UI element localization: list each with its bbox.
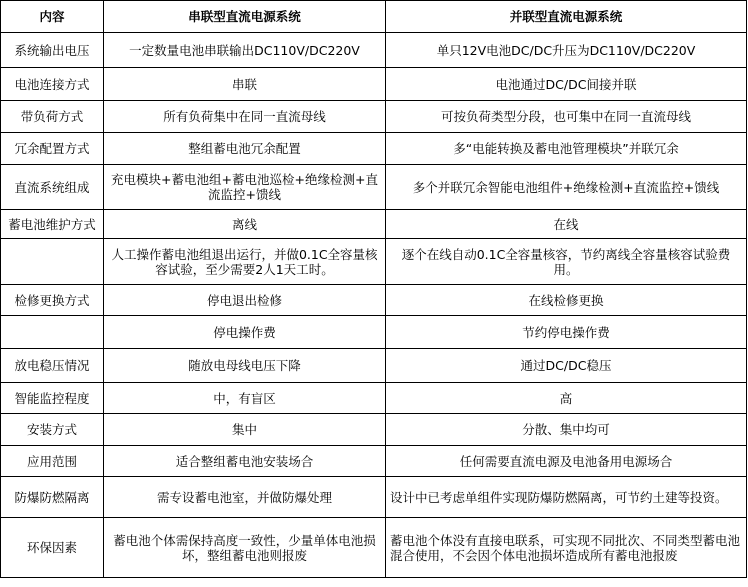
table-row xyxy=(1,210,747,239)
table-row xyxy=(1,446,747,477)
row-label: 带负荷方式 xyxy=(1,101,104,133)
table-row xyxy=(1,33,747,68)
table-row xyxy=(1,68,747,101)
parallel-cell: 任何需要直流电源及电池备用电源场合 xyxy=(386,446,747,477)
header-row xyxy=(1,1,747,33)
series-cell: 集中 xyxy=(104,414,386,446)
series-cell: 随放电母线电压下降 xyxy=(104,349,386,383)
row-label xyxy=(1,239,104,285)
parallel-cell: 蓄电池个体没有直接电联系，可实现不同批次、不同类型蓄电池混合使用，不会因个体电池损坏造成所有蓄电池报废 xyxy=(386,518,747,578)
series-cell: 充电模块+蓄电池组+蓄电池巡检+绝缘检测+直流监控+馈线 xyxy=(104,165,386,210)
parallel-cell: 通过DC/DC稳压 xyxy=(386,349,747,383)
row-label: 放电稳压情况 xyxy=(1,349,104,383)
row-label: 蓄电池维护方式 xyxy=(1,210,104,239)
table-row xyxy=(1,477,747,518)
parallel-cell: 电池通过DC/DC间接并联 xyxy=(386,68,747,101)
parallel-cell: 节约停电操作费 xyxy=(386,316,747,349)
header-content: 内容 xyxy=(1,1,104,33)
table-row xyxy=(1,383,747,414)
row-label: 应用范围 xyxy=(1,446,104,477)
series-cell: 离线 xyxy=(104,210,386,239)
table-row xyxy=(1,414,747,446)
table-row xyxy=(1,316,747,349)
table-row xyxy=(1,285,747,316)
row-label: 防爆防燃隔离 xyxy=(1,477,104,518)
series-cell: 人工操作蓄电池组退出运行，并做0.1C全容量核容试验，至少需要2人1天工时。 xyxy=(104,239,386,285)
row-label: 电池连接方式 xyxy=(1,68,104,101)
header-parallel-system: 并联型直流电源系统 xyxy=(386,1,747,33)
series-cell: 蓄电池个体需保持高度一致性，少量单体电池损坏，整组蓄电池则报废 xyxy=(104,518,386,578)
parallel-cell: 多“电能转换及蓄电池管理模块”并联冗余 xyxy=(386,133,747,165)
row-label xyxy=(1,316,104,349)
row-label: 环保因素 xyxy=(1,518,104,578)
series-cell: 串联 xyxy=(104,68,386,101)
table-row xyxy=(1,518,747,578)
series-cell: 适合整组蓄电池安装场合 xyxy=(104,446,386,477)
table-row xyxy=(1,165,747,210)
row-label: 检修更换方式 xyxy=(1,285,104,316)
row-label: 冗余配置方式 xyxy=(1,133,104,165)
parallel-cell: 在线检修更换 xyxy=(386,285,747,316)
parallel-cell: 逐个在线自动0.1C全容量核容，节约离线全容量核容试验费用。 xyxy=(386,239,747,285)
series-cell: 需专设蓄电池室，并做防爆处理 xyxy=(104,477,386,518)
parallel-cell: 设计中已考虑单组件实现防爆防燃隔离，可节约土建等投资。 xyxy=(386,477,747,518)
series-cell: 停电退出检修 xyxy=(104,285,386,316)
table-row xyxy=(1,133,747,165)
row-label: 智能监控程度 xyxy=(1,383,104,414)
parallel-cell: 多个并联冗余智能电池组件+绝缘检测+直流监控+馈线 xyxy=(386,165,747,210)
row-label: 系统输出电压 xyxy=(1,33,104,68)
table-row xyxy=(1,101,747,133)
parallel-cell: 在线 xyxy=(386,210,747,239)
series-cell: 一定数量电池串联输出DC110V/DC220V xyxy=(104,33,386,68)
header-series-system: 串联型直流电源系统 xyxy=(104,1,386,33)
table-row xyxy=(1,239,747,285)
table-row xyxy=(1,349,747,383)
row-label: 直流系统组成 xyxy=(1,165,104,210)
parallel-cell: 单只12V电池DC/DC升压为DC110V/DC220V xyxy=(386,33,747,68)
series-cell: 停电操作费 xyxy=(104,316,386,349)
series-cell: 整组蓄电池冗余配置 xyxy=(104,133,386,165)
series-cell: 中，有盲区 xyxy=(104,383,386,414)
parallel-cell: 高 xyxy=(386,383,747,414)
row-label: 安装方式 xyxy=(1,414,104,446)
series-cell: 所有负荷集中在同一直流母线 xyxy=(104,101,386,133)
parallel-cell: 可按负荷类型分段，也可集中在同一直流母线 xyxy=(386,101,747,133)
parallel-cell: 分散、集中均可 xyxy=(386,414,747,446)
